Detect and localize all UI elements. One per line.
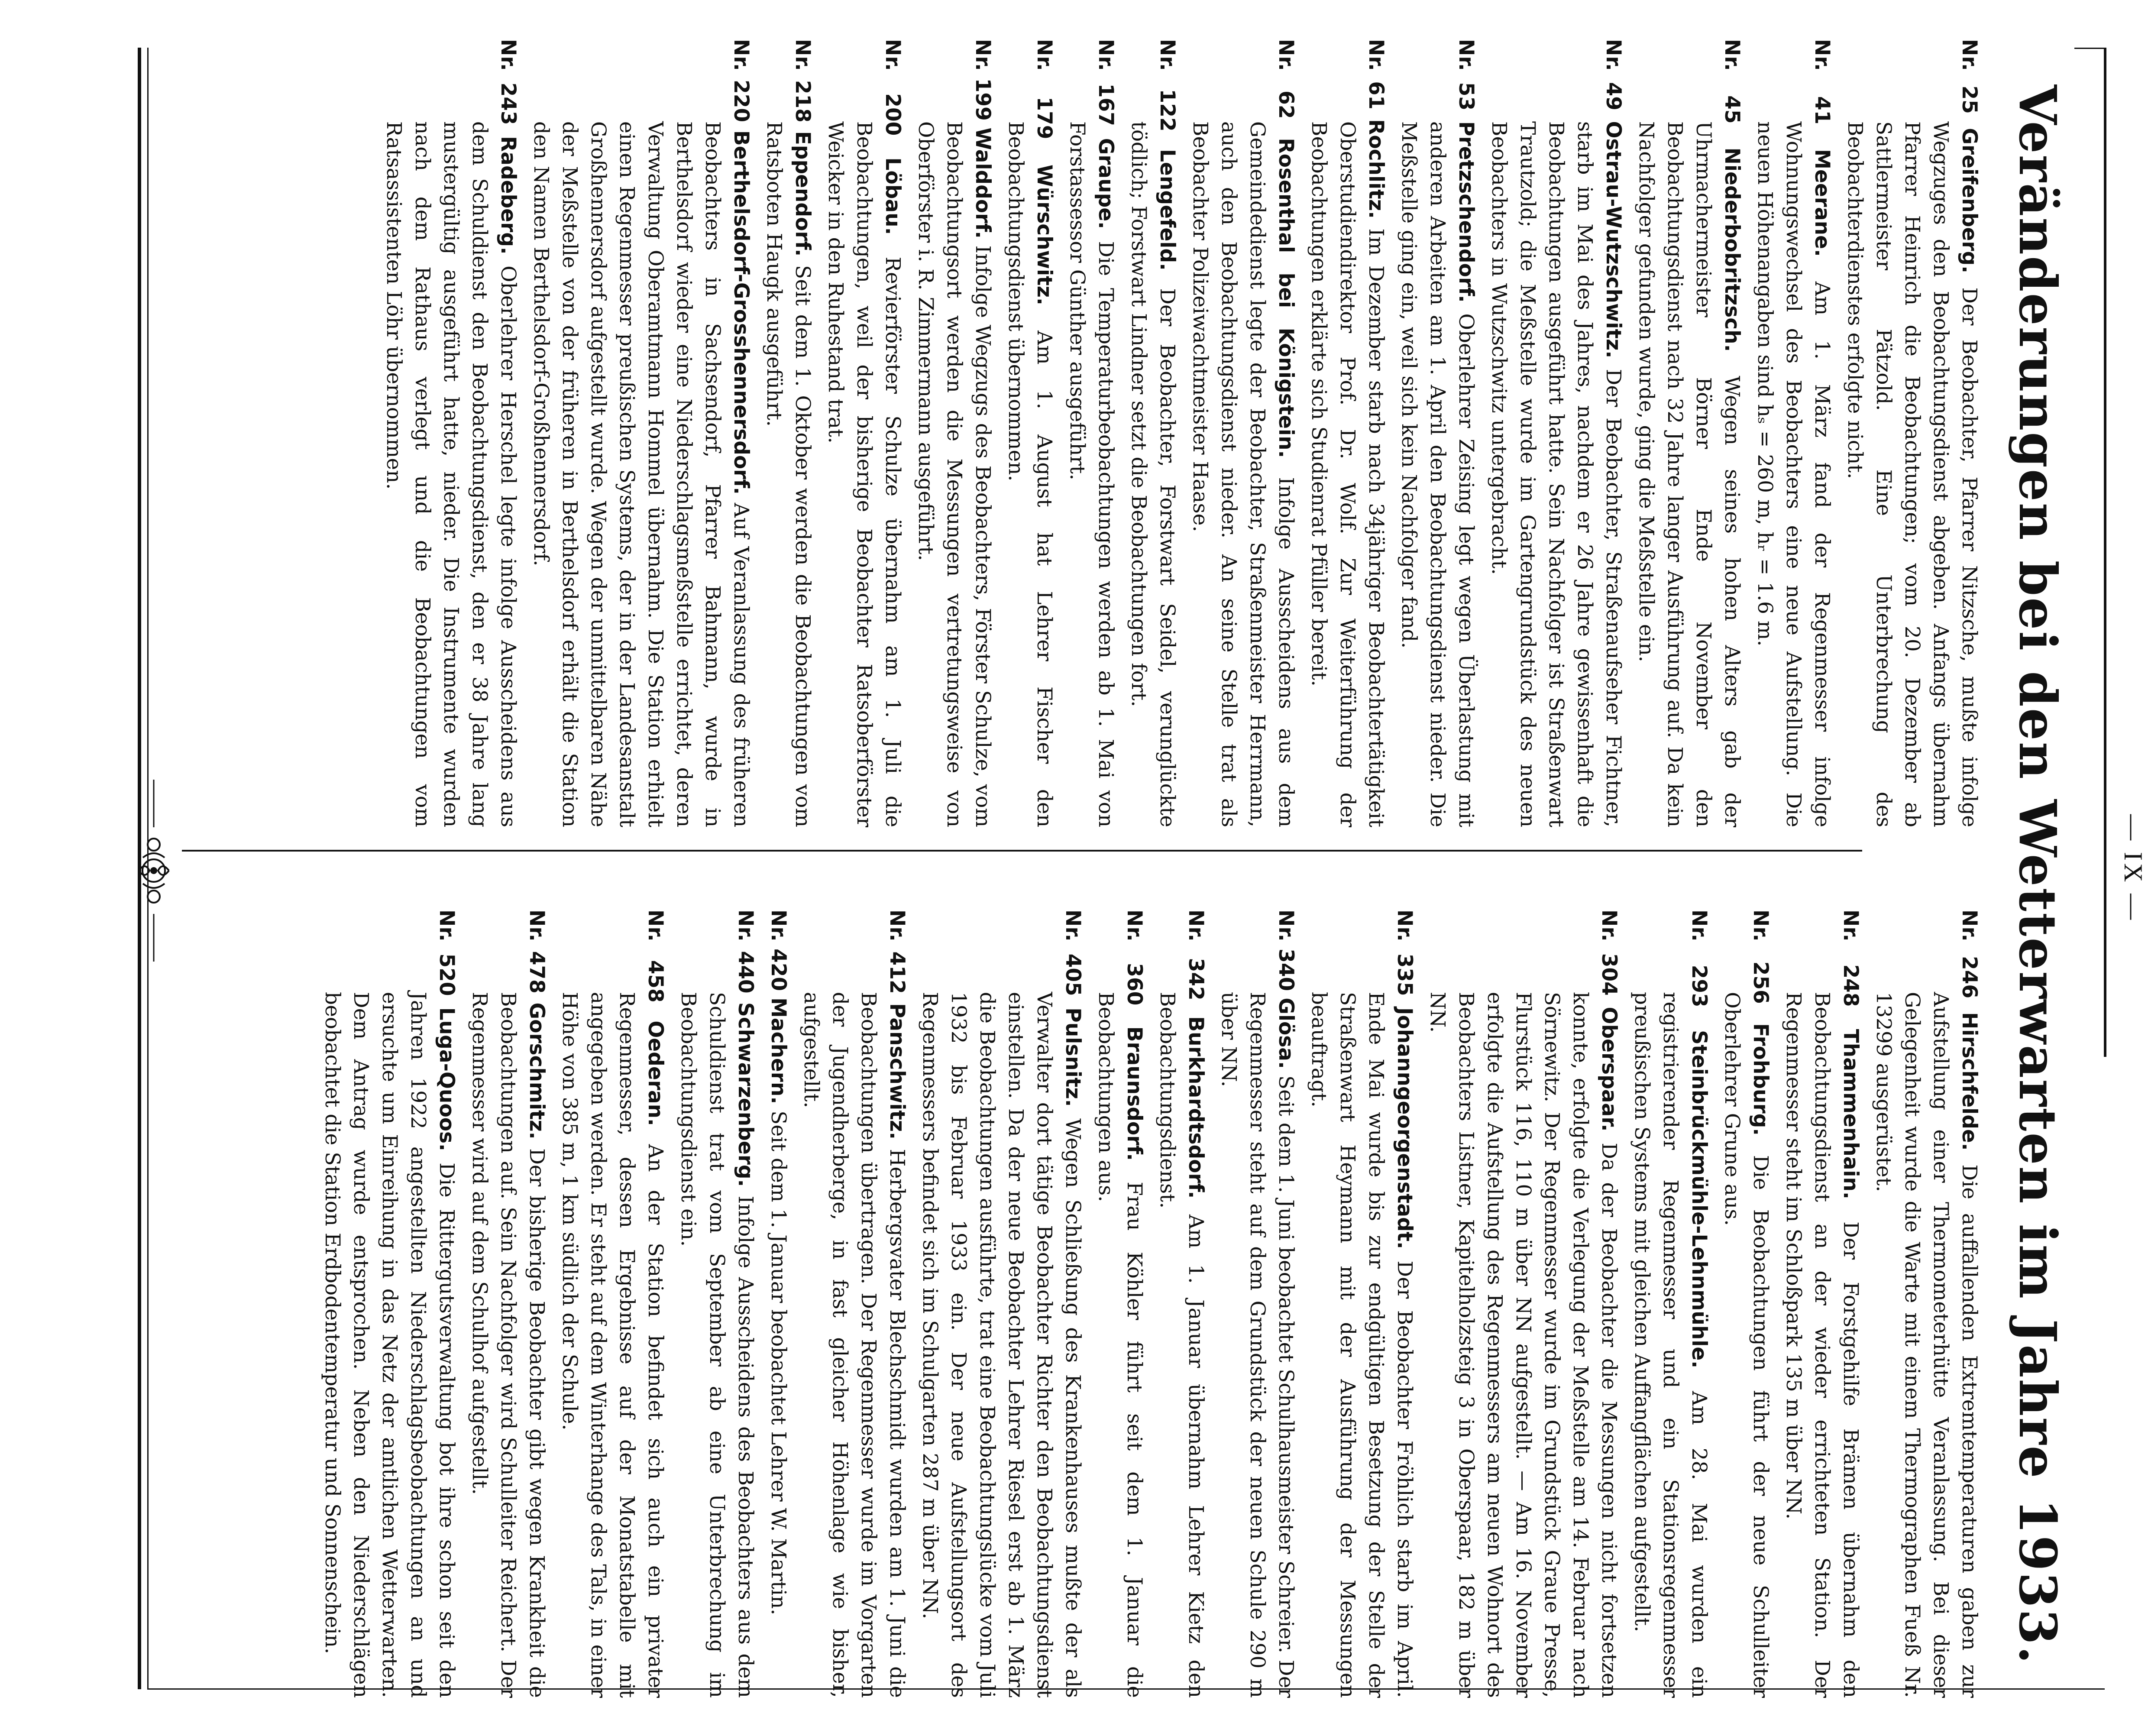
station-name: Oberspaar. <box>1597 1007 1621 1132</box>
station-entry <box>379 39 522 827</box>
station-name: Thammenhain. <box>1839 1029 1863 1199</box>
station-name: Hirschfelde. <box>1957 1012 1981 1151</box>
station-name: Gorschmitz. <box>525 1002 549 1140</box>
station-description: Der Beobachter, Pfarrer Nitzsche, mußte infolge Wegzuges den Beobachtungsdienst abgeben. Anfangs übernahm Pfarrer Heinrich die Beobachtungen; vom 20. Dezember ab Sattlermeister Pätzold. Eine Unterbrechung des Beobachterdienstes erfolgte nicht. <box>1843 121 1981 827</box>
station-entry <box>821 39 907 827</box>
station-number: Nr. 243 <box>496 39 520 125</box>
station-name: Braunsdorf. <box>1123 1026 1146 1161</box>
station-description: Am 1. Januar übernahm Lehrer Kietz den Beobachtungsdienst. <box>1155 992 1208 1698</box>
station-name: Schwarzenberg. <box>734 1002 757 1187</box>
station-entry <box>465 910 551 1698</box>
station-description: Der Beobachter, Straßenaufseher Fichtner, starb im Mai des Jahres, nachdem er 26 Jahre gewissenhaft die Beobachtungen ausgeführt hatte. Sein Nachfolger ist Straßenwart Trautzold; die Meßstelle wurde im Gartengrundstück des neuen Beobachters in Wutzschwitz untergebracht. <box>1487 121 1625 827</box>
station-name: Burkhardtsdorf. <box>1184 1016 1208 1199</box>
station-entry <box>1186 39 1300 827</box>
text-columns <box>208 39 1983 1711</box>
page-title: Veränderungen bei den Wetterwarten im Jahre 1933. <box>2008 84 2068 1665</box>
station-description: Der Beobachter, Forstwart Seidel, verunglückte tödlich; Forstwart Lindner setzt die Beobachtungen fort. <box>1127 121 1179 827</box>
station-entry <box>527 39 755 827</box>
station-entry <box>1304 910 1419 1698</box>
station-name: Walddorf. <box>971 127 995 239</box>
station-number: Nr. 45 <box>1720 39 1744 124</box>
station-description: Oberlehrer Herschel legte infolge Ausscheidens aus dem Schuldienst den Beobachtungsdienst, den er 38 Jahre lang mustergültig ausgeführt hatte, nieder. Die Instrumente wurden nach dem Rathaus verlegt und die Beobachtungen vom Ratsassistenten Löhr übernommen. <box>382 121 520 827</box>
station-number: Nr. 304 <box>1597 910 1621 996</box>
station-name: Panschwitz. <box>885 1003 909 1140</box>
station-number: Nr. 293 <box>1687 910 1711 1007</box>
station-description: Oberlehrer Zeising legt wegen Überlastung mit anderen Arbeiten am 1. April den Beobachtungsdienst nieder. Die Meßstelle ging ein, weil sich kein Nachfolger fand. <box>1397 121 1478 827</box>
station-entry <box>1627 910 1713 1698</box>
station-entry <box>797 910 911 1698</box>
station-number: Nr. 61 <box>1364 39 1388 110</box>
station-entry <box>760 39 817 827</box>
station-number: Nr. 122 <box>1155 39 1179 132</box>
station-entry <box>1063 39 1120 827</box>
station-description: Die auffallenden Extremtemperaturen gaben zur Aufstellung einer Thermometerhütte Veranlassung. Bei dieser Gelegenheit wurde die Warte mit einem Thermographen Fueß Nr. 13299 ausgerüstet. <box>1872 992 1981 1698</box>
station-number: Nr. 246 <box>1957 910 1981 999</box>
station-number: Nr. 62 <box>1274 39 1298 119</box>
station-name: Radeberg. <box>496 136 520 255</box>
station-name: Oederan. <box>644 1020 667 1126</box>
station-name: Lengefeld. <box>1155 149 1179 271</box>
station-number: Nr. 200 <box>881 39 905 136</box>
station-name: Ostrau-Wutzschwitz. <box>1601 121 1625 359</box>
station-description: Auf Veranlassung des früheren Beobachters in Sachsendorf, Pfarrer Bahmann, wurde in Berthelsdorf wieder eine Niederschlagsmeßstelle errichtet, deren Verwaltung Oberamtmann Hommel übernahm. Die Station erhielt einen Regenmesser preußischen Systems, der in der Landesanstalt Großhennersdorf aufgestellt wurde. Wegen der unmittelbaren Nähe der Meßstelle von der früheren in Berthelsdorf erhält die Station den Namen Berthelsdorf-Großhennersdorf. <box>529 121 753 827</box>
station-name: Rochlitz. <box>1364 119 1388 219</box>
station-name: Glösa. <box>1274 998 1298 1069</box>
station-number: Nr. 420 <box>767 910 790 991</box>
station-name: Graupe. <box>1094 138 1118 229</box>
station-number: Nr. 220 <box>729 39 753 123</box>
station-number: Nr. 412 <box>885 910 909 994</box>
station-name: Würschwitz. <box>1032 164 1056 305</box>
station-number: Nr. 256 <box>1749 910 1773 1004</box>
station-entry <box>1124 39 1181 827</box>
station-description: Am 1. März fand der Regenmesser infolge Wohnungswechsel des Beobachters eine neue Aufstellung. Die neuen Höhenangaben sind hₛ = 260 m, hᵣ = 1.6 m. <box>1753 121 1834 827</box>
station-entry <box>1750 39 1836 827</box>
station-description: Der Beobachter Fröhlich starb im April. Ende Mai wurde bis zur endgültigen Besetzung der Stelle der Straßenwart Heymann mit der Ausführung der Messungen beauftragt. <box>1307 992 1417 1698</box>
station-number: Nr. 342 <box>1184 910 1208 1001</box>
station-number: Nr. 41 <box>1810 39 1834 125</box>
station-name: Löbau. <box>881 157 905 235</box>
station-entry <box>915 910 1087 1698</box>
station-entry <box>555 910 670 1698</box>
station-name: Steinbrückmühle-Lehnmühle. <box>1687 1030 1711 1369</box>
station-number: Nr. 458 <box>644 910 667 1003</box>
station-name: Machern. <box>767 998 790 1104</box>
station-entry <box>1632 39 1746 827</box>
station-entry <box>1718 910 1775 1698</box>
station-name: Eppendorf. <box>791 131 815 257</box>
station-name: Rosenthal bei Königstein. <box>1274 138 1298 458</box>
station-name: Berthelsdorf-Grosshennersdorf. <box>729 130 753 495</box>
station-entry <box>1214 910 1300 1698</box>
station-description: Frau Köhler führt seit dem 1. Januar die Beobachtungen aus. <box>1094 992 1146 1698</box>
station-number: Nr. 360 <box>1123 910 1146 1006</box>
frame-rule-top <box>2074 48 2105 49</box>
station-entry <box>764 910 793 1698</box>
station-entry <box>911 39 997 827</box>
station-description: Infolge Ausscheidens des Beobachters aus dem Schuldienst trat vom September ab eine Unterbrechung im Beobachtungsdienst ein. <box>676 992 757 1698</box>
station-name: Frohburg. <box>1749 1023 1773 1136</box>
station-number: Nr. 218 <box>791 39 815 123</box>
station-description: Revierförster Schulze übernahm am 1. Juli die Beobachtungen, weil der bisherige Beobachter Ratsoberförster Weicker in den Ruhestand trat. <box>824 121 905 827</box>
station-name: Niederbobritzsch. <box>1720 147 1744 352</box>
station-description: Der bisherige Beobachter gibt wegen Krankheit die Beobachtungen auf. Sein Nachfolger wird Schulleiter Reichert. Der Regenmesser wird auf dem Schulhof aufgestellt. <box>468 992 549 1698</box>
rotated-page-content <box>147 39 2074 1711</box>
station-description: Am 28. Mai wurden ein registrierender Regenmesser und ein Stationsregenmesser preußischen Systems mit gleichen Auffangflächen aufgestellt. <box>1630 992 1711 1698</box>
station-description: Herbergsvater Blechschmidt wurden am 1. Juni die Beobachtungen übertragen. Der Regenmesser wurde im Vorgarten der Jugendherberge, in fast gleicher Höhenlage wie bisher, aufgestellt. <box>799 992 909 1698</box>
station-name: Pretzschendorf. <box>1454 121 1478 303</box>
station-number: Nr. 167 <box>1094 39 1118 126</box>
station-entry <box>318 910 461 1698</box>
station-description: Infolge Ausscheidens aus dem Gemeindedienst legte der Beobachter, Straßenmeister Herrmann, auch den Beobachtungsdienst nieder. An seine Stelle trat als Beobachter Polizeiwachtmeister Haase. <box>1188 121 1298 827</box>
station-description: Die Beobachtungen führt der neue Schulleiter Oberlehrer Grune aus. <box>1720 992 1773 1698</box>
station-description: Seit dem 1. Juni beobachtet Schulhausmeister Schreier. Der Regenmesser steht auf dem Grundstück der neuen Schule 290 m über NN. <box>1217 992 1298 1698</box>
station-number: Nr. 405 <box>1061 910 1085 996</box>
frame-rule-right <box>2104 48 2106 1057</box>
station-entry <box>1869 910 1983 1698</box>
station-number: Nr. 340 <box>1274 910 1298 991</box>
station-entry <box>1091 910 1148 1698</box>
station-name: Johanngeorgenstadt. <box>1393 1007 1417 1250</box>
station-name: Luga-Quoos. <box>435 1007 459 1151</box>
station-description: Am 1. August hat Lehrer Fischer den Beobachtungsdienst übernommen. <box>1004 121 1056 827</box>
station-number: Nr. 520 <box>435 910 459 996</box>
station-description: Da der Beobachter die Messungen nicht fortsetzen konnte, erfolgte die Verlegung der Meßstelle am 14. Februar nach Sörnewitz. Der Regenmesser wurde im Grundstück Graue Presse, Flurstück 116, 110 m über NN aufgestellt. — Am 16. November erfolgte die Aufstellung des Regenmessers am neuen Wohnort des Beobachters Listner, Kapitelholzsteig 3 in Oberspaar, 182 m über NN. <box>1426 992 1621 1698</box>
station-description: Seit dem 1. Oktober werden die Beobachtungen vom Ratsboten Haugk ausgeführt. <box>762 121 815 827</box>
station-number: Nr. 179 <box>1032 39 1056 139</box>
station-description: Die Temperaturbeobachtungen werden ab 1. Mai von Forstassessor Günther ausgeführt. <box>1065 121 1118 827</box>
station-description: Infolge Wegzugs des Beobachters, Förster Schulze, vom Beobachtungsort werden die Messungen vertretungsweise von Oberförster i. R. Zimmermann ausgeführt. <box>914 121 995 827</box>
station-entry <box>1423 910 1623 1698</box>
station-number: Nr. 25 <box>1957 39 1981 114</box>
station-description: Wegen Schließung des Krankenhauses mußte der als Verwalter dort tätige Beobachter Richter den Beobachtungsdienst einstellen. Da der neue Beobachter Lehrer Riesel erst ab 1. März die Beobachtungen ausführte, trat eine Beobachtungslücke vom Juli 1932 bis Februar 1933 ein. Der neue Aufstellungsort des Regenmessers befindet sich im Schulgarten 287 m über NN. <box>918 992 1085 1698</box>
station-description: Wegen seines hohen Alters gab der Uhrmachermeister Börner Ende November den Beobachtungsdienst nach 32 Jahre langer Ausführung auf. Da kein Nachfolger gefunden wurde, ging die Meßstelle ein. <box>1634 121 1744 827</box>
station-number: Nr. 199 <box>971 39 995 121</box>
station-entry <box>1394 39 1480 827</box>
station-entry <box>1153 910 1210 1698</box>
station-entry <box>1485 39 1627 827</box>
page-number: — IX — <box>2119 814 2148 923</box>
station-description: Der Forstgehilfe Brämen übernahm den Beobachtungsdienst an der wieder errichteten Station. Der Regenmesser steht im Schloßpark 135 m über NN. <box>1782 992 1863 1698</box>
station-name: Meerane. <box>1810 149 1834 257</box>
station-description: An der Station befindet sich auch ein privater Regenmesser, dessen Ergebnisse auf der Monatstabelle mit angegeben werden. Er steht auf dem Winterhange des Tals, in einer Höhe von 385 m, 1 km südlich der Schule. <box>558 992 667 1698</box>
station-entry <box>674 910 760 1698</box>
station-entry <box>1304 39 1390 827</box>
station-name: Pulsnitz. <box>1061 1007 1085 1107</box>
left-column <box>375 39 1983 827</box>
station-number: Nr. 53 <box>1454 39 1478 111</box>
station-description: Seit dem 1. Januar beobachtet Lehrer W. Martin. <box>767 1111 790 1616</box>
station-number: Nr. 49 <box>1601 39 1625 110</box>
station-number: Nr. 478 <box>525 910 549 994</box>
station-entry <box>1841 39 1983 827</box>
station-number: Nr. 248 <box>1839 910 1863 1007</box>
station-entry <box>1779 910 1865 1698</box>
station-number: Nr. 440 <box>734 910 757 994</box>
station-number: Nr. 335 <box>1393 910 1417 996</box>
station-description: Im Dezember starb nach 34jähriger Beobachtertätigkeit Oberstudiendirektor Prof. Dr. Wolf. Zur Weiterführung der Beobachtungen erklärte sich Studienrat Pfüller bereit. <box>1307 121 1388 827</box>
right-column <box>314 910 1983 1698</box>
station-entry <box>1001 39 1058 827</box>
station-name: Greifenberg. <box>1957 128 1981 274</box>
station-description: Die Rittergutsverwaltung bot ihre schon seit den Jahren 1922 angestellten Niederschlagsbeobachtungen an und ersuchte um Einreihung in das Netz der amtlichen Wetterwarten. Dem Antrag wurde entsprochen. Neben den Niederschlägen beobachtet die Station Erdbodentemperatur und Sonnenschein. <box>320 992 459 1698</box>
